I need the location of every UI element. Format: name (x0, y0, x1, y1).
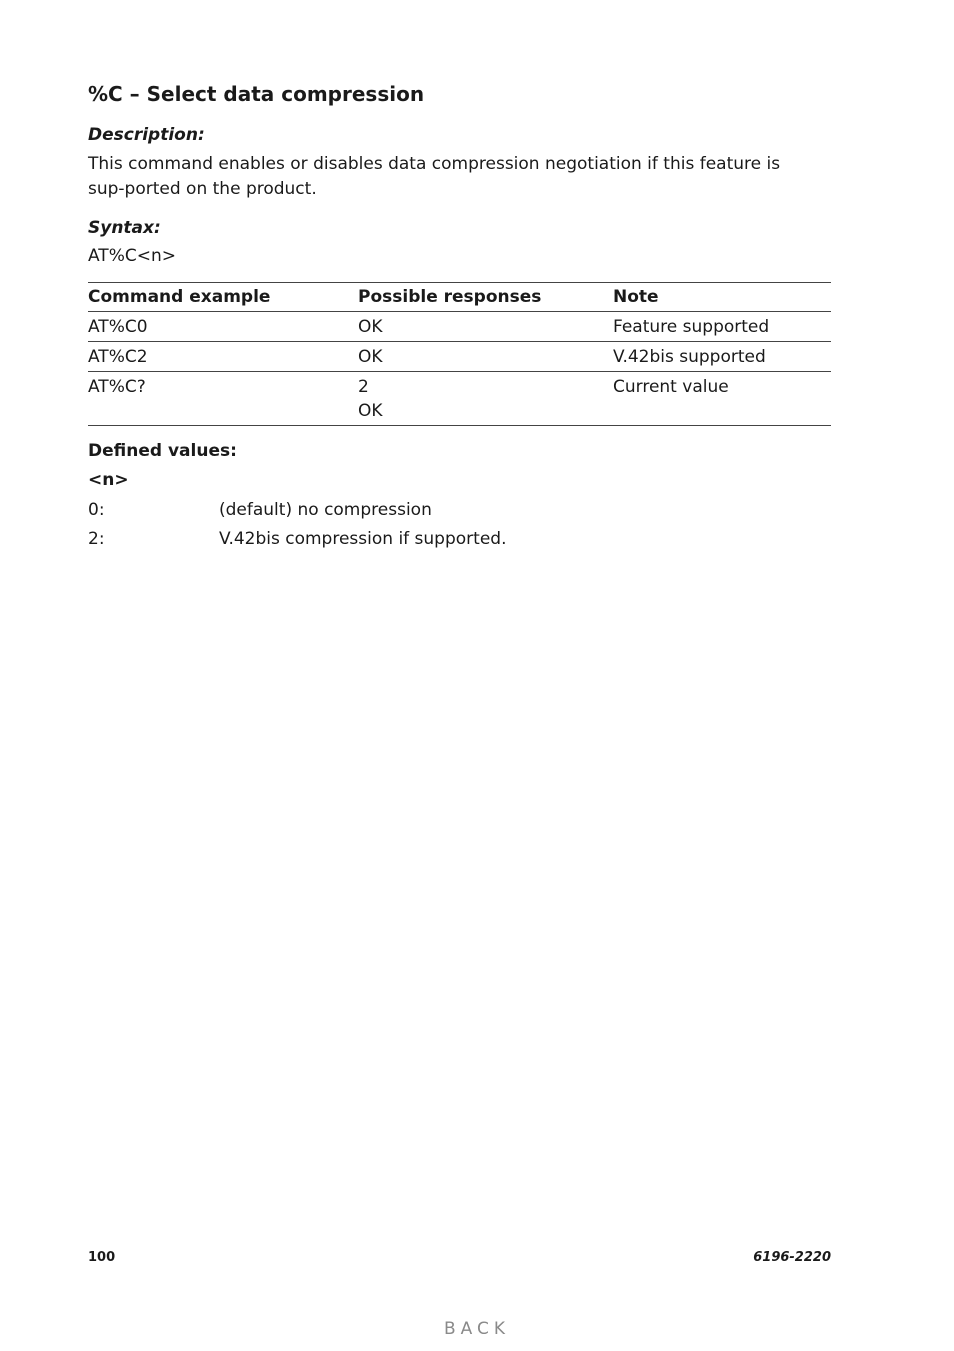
page-number: 100 (88, 1250, 116, 1265)
parameter-name: <n> (88, 470, 129, 490)
command-cell: AT%C0 (88, 317, 148, 337)
column-header-command: Command example (88, 287, 271, 307)
value-description: V.42bis compression if supported. (219, 529, 507, 549)
note-cell: Feature supported (613, 317, 770, 337)
value-key: 2: (88, 529, 105, 549)
responses-cell (358, 372, 613, 426)
description-text: This command enables or disables data compression negotiation if this feature is sup-ported on the product. (88, 154, 781, 199)
response-line: OK (358, 401, 383, 421)
document-number: 6196-2220 (753, 1250, 831, 1265)
responses-cell (358, 312, 613, 342)
response-line: 2 (358, 377, 369, 397)
value-key: 0: (88, 500, 105, 520)
back-link[interactable]: BACK (443, 1319, 510, 1339)
command-table (88, 282, 831, 426)
page-title: %C – Select data compression (88, 82, 425, 106)
syntax-text: AT%C<n> (88, 246, 176, 266)
note-cell: V.42bis supported (613, 347, 766, 367)
table-row (88, 312, 831, 342)
table-row (88, 342, 831, 372)
document-page (88, 0, 831, 1351)
defined-values-heading: Defined values: (88, 441, 237, 461)
description-heading: Description: (88, 125, 205, 145)
value-description: (default) no compression (219, 500, 432, 520)
command-cell: AT%C2 (88, 347, 148, 367)
responses-cell (358, 342, 613, 372)
syntax-heading: Syntax: (88, 218, 161, 238)
response-line: OK (358, 317, 383, 337)
column-header-note: Note (613, 287, 659, 307)
table-header-row (88, 283, 831, 312)
note-cell: Current value (613, 377, 729, 397)
table-row (88, 372, 831, 426)
response-line: OK (358, 347, 383, 367)
command-cell: AT%C? (88, 377, 146, 397)
column-header-responses: Possible responses (358, 287, 542, 307)
